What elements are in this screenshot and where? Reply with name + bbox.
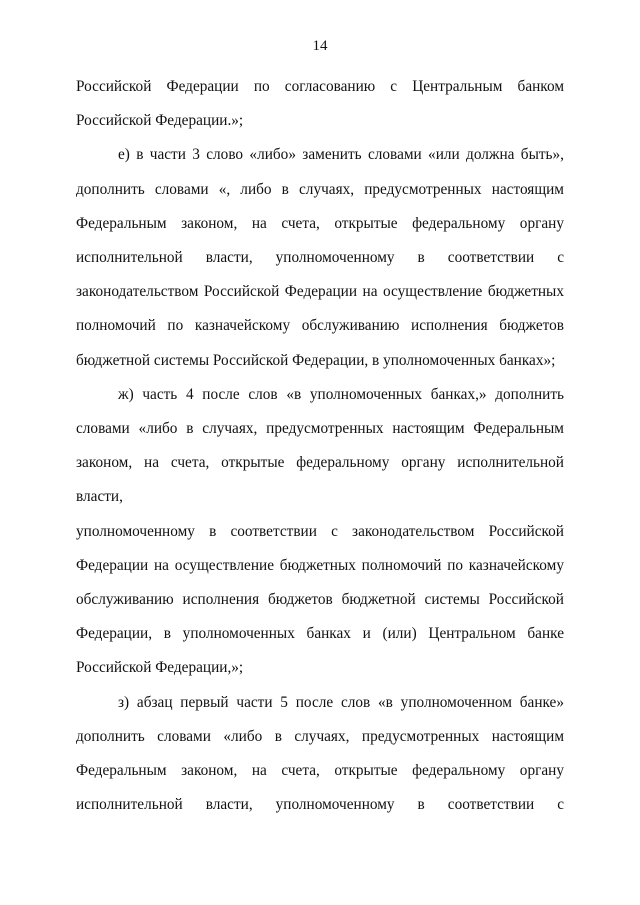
text-line: Федерации на осуществление бюджетных полномочий по казначейскому	[76, 556, 564, 574]
text-line: дополнить словами «либо в случаях, предусмотренных настоящим	[76, 727, 564, 745]
text-line: ж) часть 4 после слов «в уполномоченных банках,» дополнить	[118, 385, 564, 403]
text-line: Российской Федерации,»;	[76, 659, 244, 677]
text-line: дополнить словами «, либо в случаях, предусмотренных настоящим	[76, 180, 564, 198]
text-line: Федеральным законом, на счета, открытые федеральному органу	[76, 762, 564, 780]
text-line: полномочий по казначейскому обслуживанию исполнения бюджетов	[76, 317, 564, 335]
paragraph-zh	[76, 378, 564, 686]
text-line: обслуживанию исполнения бюджетов бюджетной системы Российской	[76, 591, 564, 609]
text-line: исполнительной власти, уполномоченному в соответствии с	[76, 796, 564, 814]
text-line: Федеральным законом, на счета, открытые федеральному органу	[76, 214, 564, 232]
text-line: исполнительной власти, уполномоченному в соответствии с	[76, 249, 564, 267]
text-line: бюджетной системы Российской Федерации, в уполномоченных банках»;	[76, 351, 556, 369]
paragraph-e	[76, 138, 564, 377]
text-line: словами «либо в случаях, предусмотренных настоящим Федеральным	[76, 420, 564, 438]
text-line: з) абзац первый части 5 после слов «в уполномоченном банке»	[118, 693, 564, 711]
text-line: Российской Федерации по согласованию с Центральным банком	[76, 78, 564, 95]
page-number: 14	[312, 38, 328, 54]
text-line: уполномоченному в соответствии с законодательством Российской	[76, 522, 564, 540]
text-line: Российской Федерации.»;	[76, 112, 244, 130]
text-line: законом, на счета, открытые федеральному органу исполнительной власти,	[76, 454, 564, 506]
text-line: е) в части 3 слово «либо» заменить словами «или должна быть»,	[118, 146, 564, 164]
text-line: законодательством Российской Федерации на осуществление бюджетных	[76, 283, 564, 301]
paragraph-z	[76, 686, 564, 823]
text-line: Федерации, в уполномоченных банках и (или) Центральном банке	[76, 625, 564, 643]
document-body	[76, 70, 564, 822]
paragraph-continuation	[76, 70, 564, 138]
